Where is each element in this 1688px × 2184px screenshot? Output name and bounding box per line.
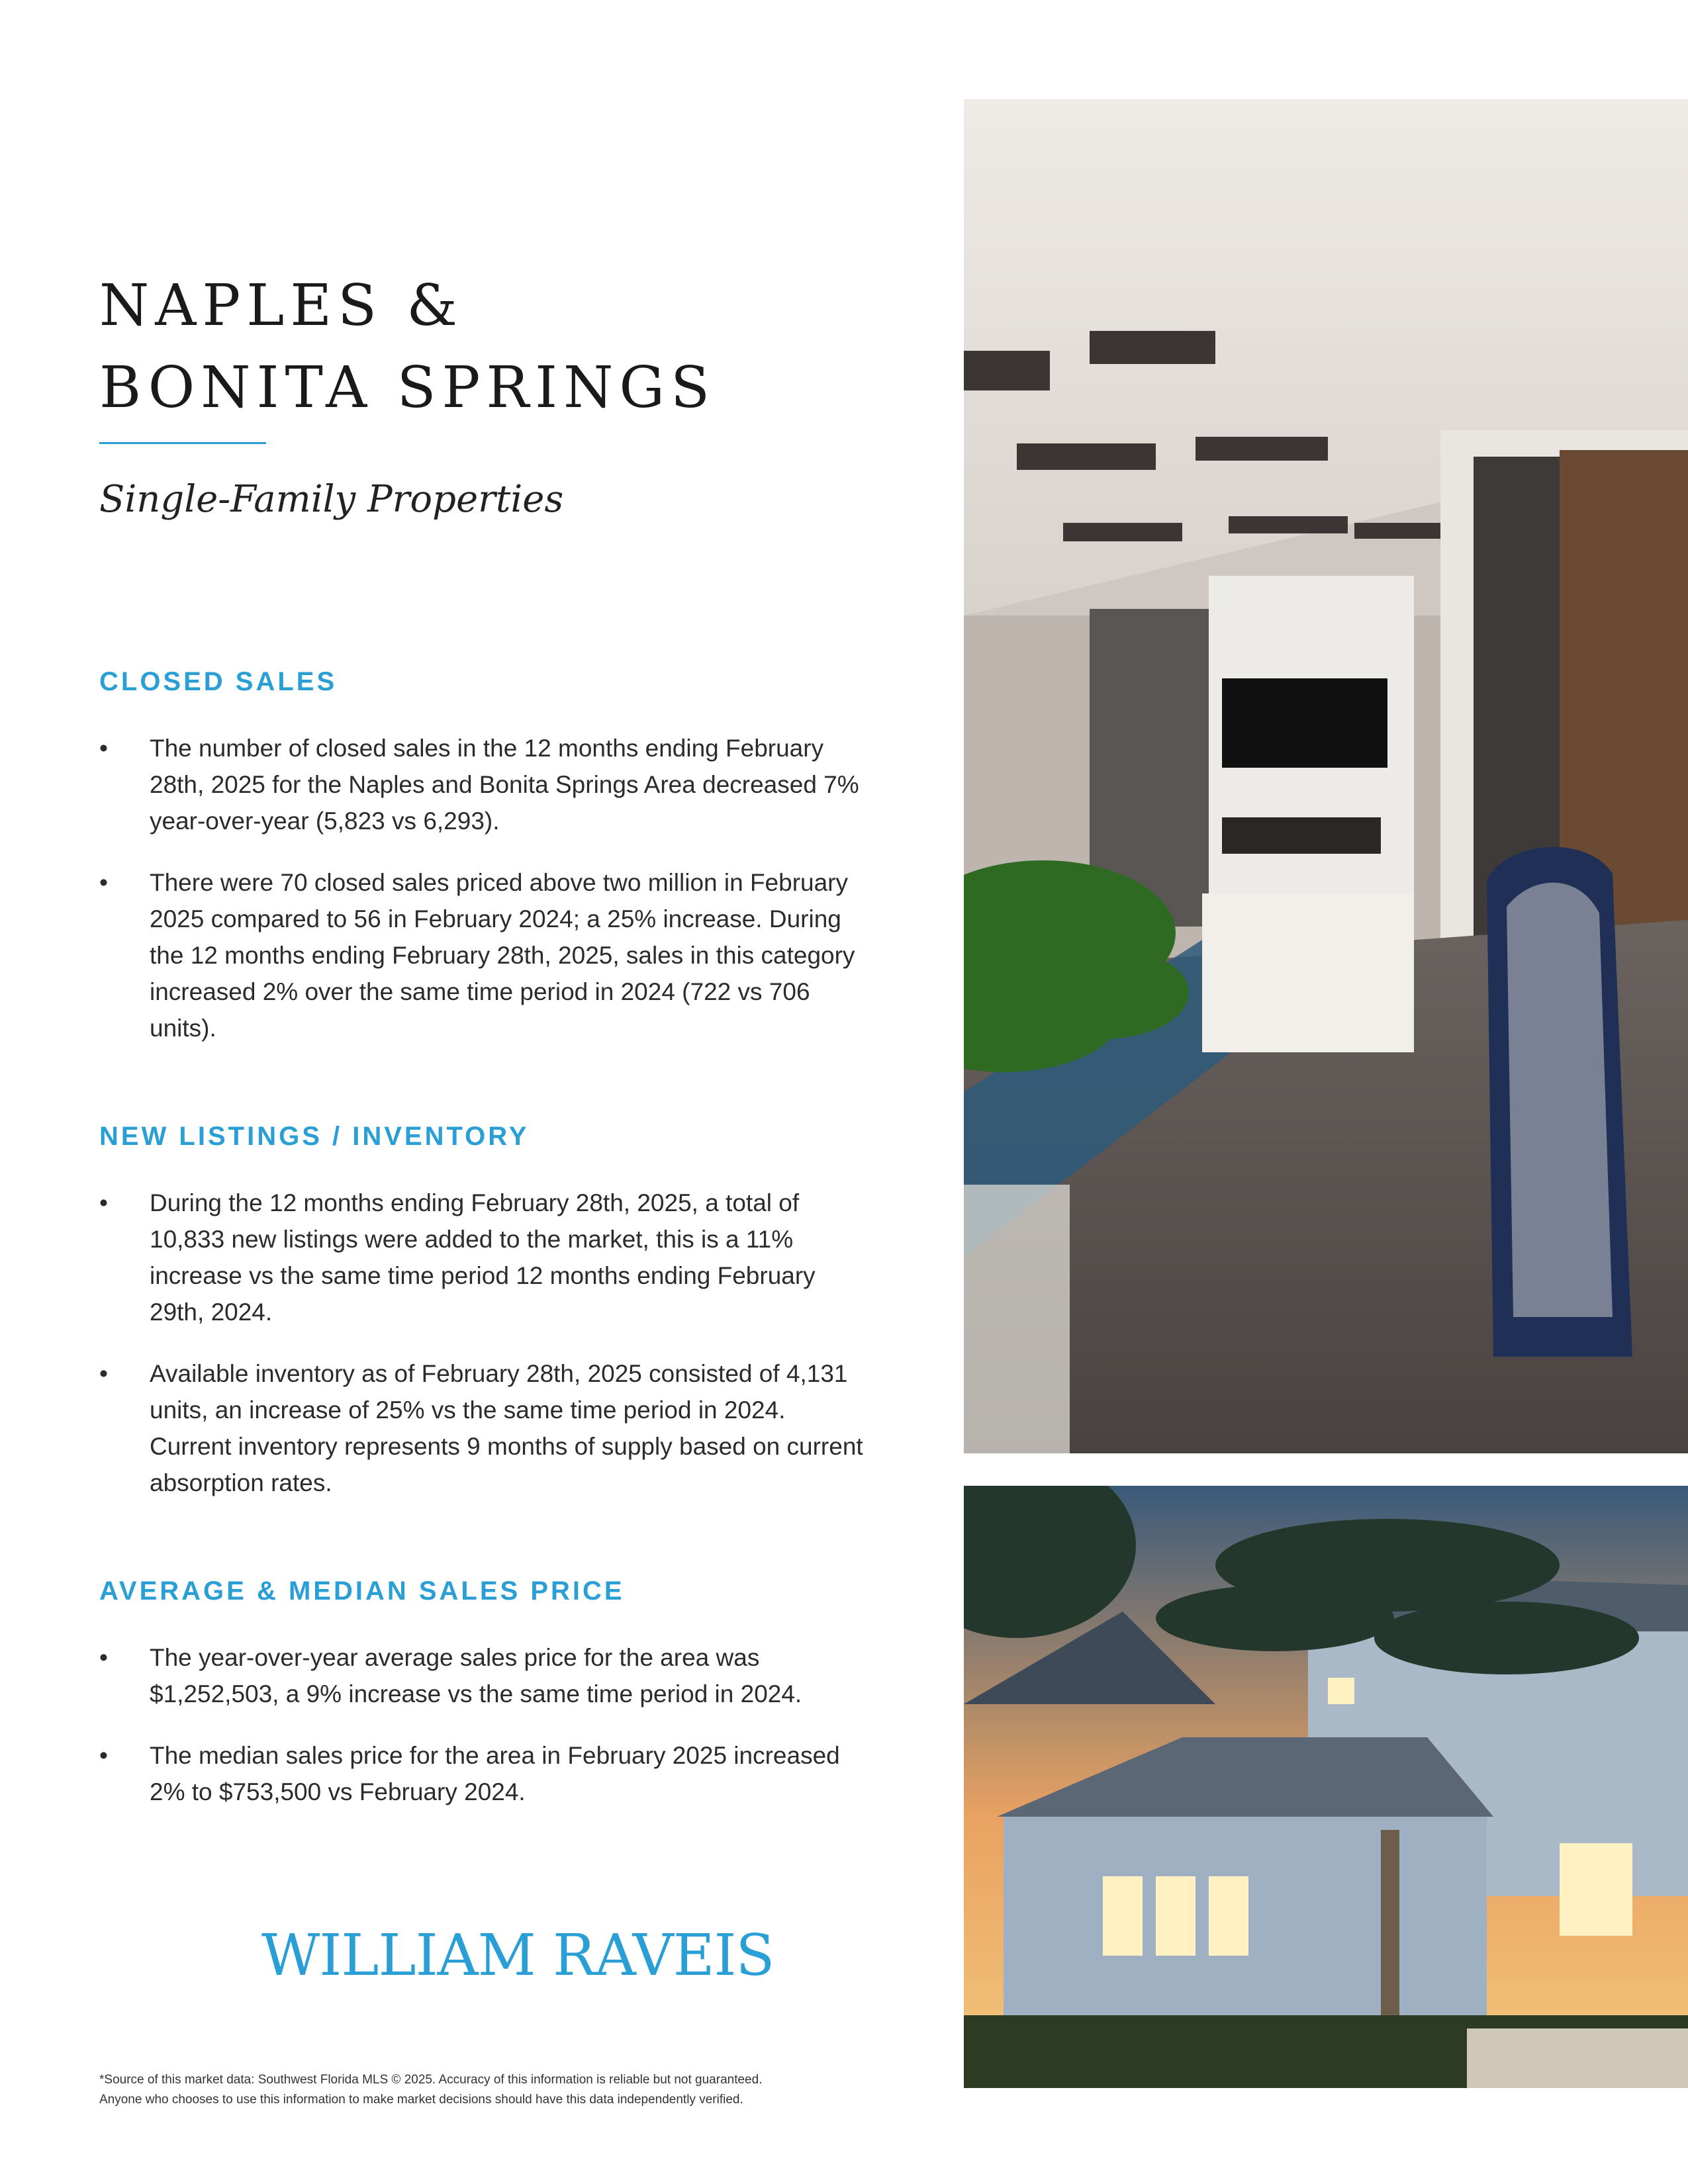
list-item — [99, 1185, 867, 1330]
page-subtitle: Single-Family Properties — [99, 478, 564, 521]
bullet-text: There were 70 closed sales priced above two million in February 2025 compared to 56 in February 2024; a 25% increase. During the 12 months ending February 28th, 2025, sales in this category increased 2% over the same time period in 2024 (722 vs 706 units). — [150, 869, 855, 1042]
bullet-text: The number of closed sales in the 12 months ending February 28th, 2025 for the Naples and Bonita Springs Area decreased 7% year-over-year (5,823 vs 6,293). — [150, 735, 859, 835]
exterior-home-dusk-photo — [964, 1486, 1688, 2088]
bullet-text: The year-over-year average sales price for the area was $1,252,503, a 9% increase vs the same time period in 2024. — [150, 1644, 802, 1707]
bullet-list — [99, 1185, 867, 1501]
list-item — [99, 1639, 867, 1712]
section-sales-price — [99, 1576, 867, 1835]
page-title — [99, 265, 927, 429]
list-item — [99, 864, 867, 1046]
list-item — [99, 1355, 867, 1501]
bullet-text: Available inventory as of February 28th, 2025 consisted of 4,131 units, an increase of 25% vs the same time period in 2024. Current inventory represents 9 months of supply based on current absorption rates. — [150, 1360, 863, 1496]
bullet: • — [99, 1360, 108, 1387]
title-divider — [99, 442, 266, 444]
section-closed-sales — [99, 667, 867, 1071]
bullet: • — [99, 869, 108, 896]
section-heading: NEW LISTINGS / INVENTORY — [99, 1122, 530, 1151]
footnote-line-2: Anyone who chooses to use this information to make market decisions should have this data independently verified. — [99, 2093, 743, 2107]
bullet-text: During the 12 months ending February 28th, 2025, a total of 10,833 new listings were added to the market, this is a 11% increase vs the same time period 12 months ending February 29th, 2024. — [150, 1189, 816, 1326]
section-heading: CLOSED SALES — [99, 667, 338, 696]
bullet: • — [99, 735, 108, 762]
section-heading: AVERAGE & MEDIAN SALES PRICE — [99, 1576, 625, 1606]
title-line-1: NAPLES & — [99, 273, 463, 339]
footnote-line-1: *Source of this market data: Southwest Florida MLS © 2025. Accuracy of this information is reliable but not guaranteed. — [99, 2073, 763, 2087]
william-raveis-logo: WILLIAM RAVEIS — [261, 1923, 774, 1989]
bullet: • — [99, 1644, 108, 1671]
bullet: • — [99, 1189, 108, 1216]
interior-living-room-photo — [964, 99, 1688, 1453]
section-new-listings — [99, 1122, 867, 1526]
bullet-text: The median sales price for the area in February 2025 increased 2% to $753,500 vs February 2024. — [150, 1742, 840, 1805]
bullet: • — [99, 1742, 108, 1769]
bullet-list — [99, 730, 867, 1046]
bullet-list — [99, 1639, 867, 1810]
list-item — [99, 730, 867, 839]
title-line-2: BONITA SPRINGS — [99, 355, 716, 421]
list-item — [99, 1737, 867, 1810]
source-footnote — [99, 2070, 894, 2110]
